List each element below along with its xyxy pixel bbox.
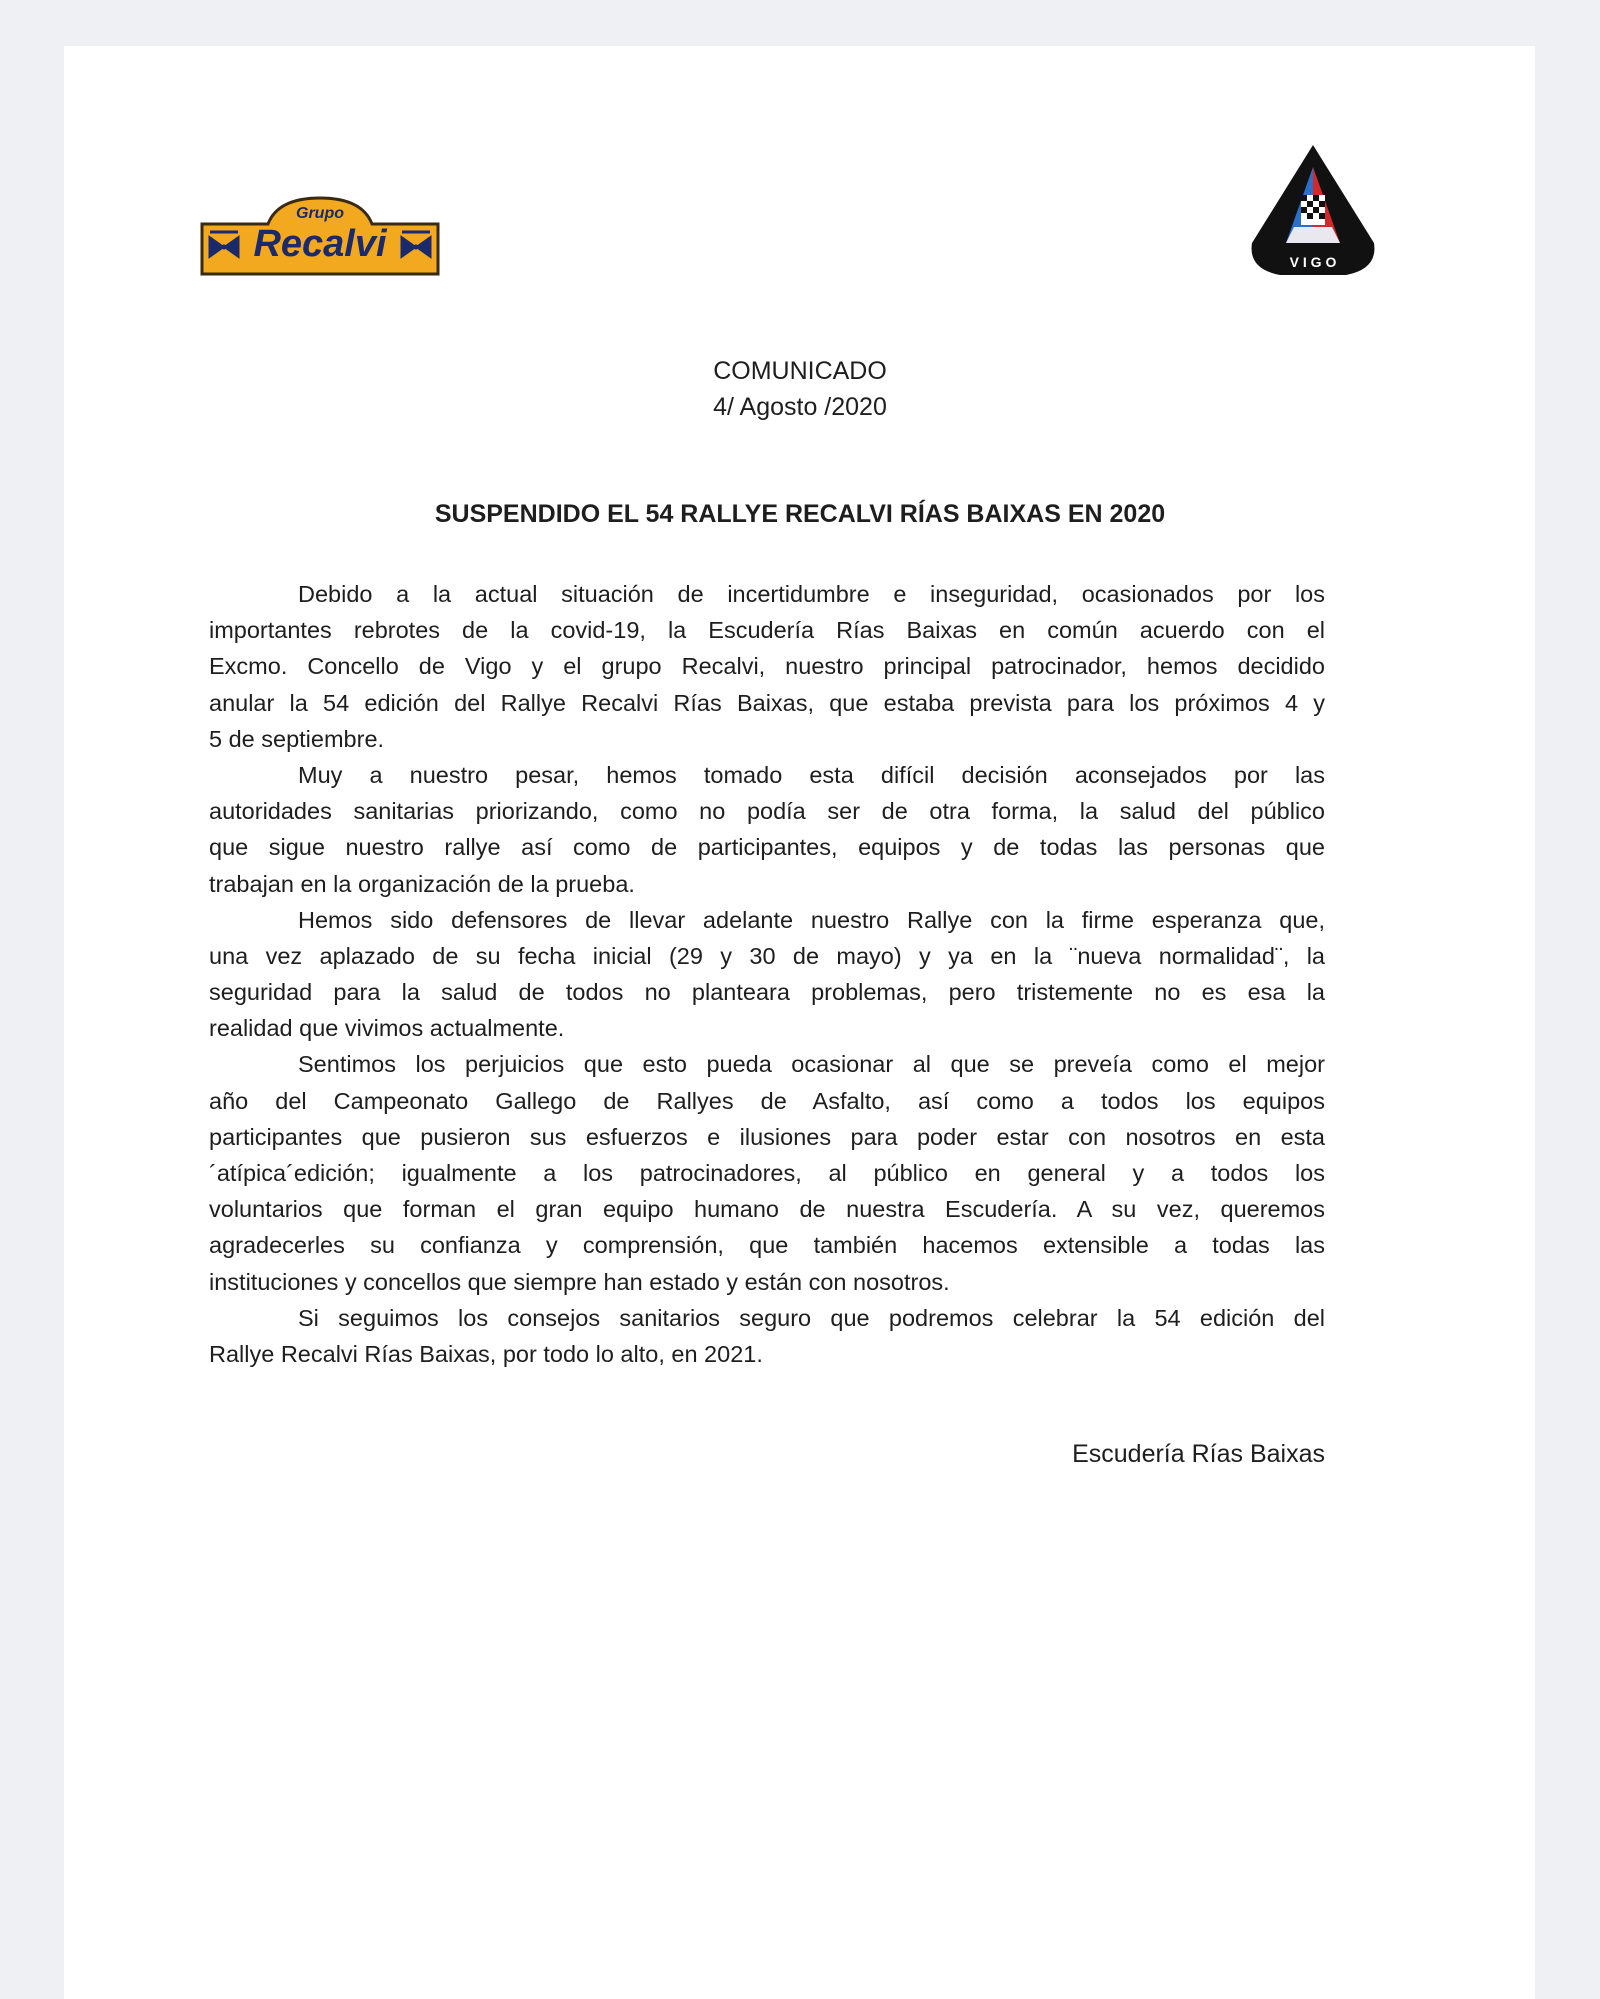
- text-line: importantes rebrotes de la covid-19, la Escudería Rías Baixas en común acuerdo con el: [209, 617, 1325, 644]
- paragraph: [209, 576, 1325, 757]
- text-line: Hemos sido defensores de llevar adelante nuestro Rallye con la firme esperanza que,: [298, 906, 1325, 933]
- text-line: Excmo. Concello de Vigo y el grupo Recalvi, nuestro principal patrocinador, hemos decidido: [209, 653, 1325, 680]
- text-line: Si seguimos los consejos sanitarios seguro que podremos celebrar la 54 edición del: [298, 1304, 1325, 1331]
- signature: Escudería Rías Baixas: [1072, 1440, 1325, 1468]
- text-line: Debido a la actual situación de incertidumbre e inseguridad, ocasionados por los: [298, 581, 1325, 607]
- text-line: Muy a nuestro pesar, hemos tomado esta difícil decisión aconsejados por las: [298, 761, 1325, 788]
- recalvi-logo: [198, 194, 442, 278]
- text-line: trabajan en la organización de la prueba.: [209, 870, 635, 897]
- text-line: realidad que vivimos actualmente.: [209, 1015, 565, 1042]
- communique-label: COMUNICADO: [713, 357, 887, 385]
- paragraph: [209, 1046, 1325, 1299]
- text-line: una vez aplazado de su fecha inicial (29 y 30 de mayo) y ya en la ¨nueva normalidad¨, la: [209, 942, 1325, 969]
- escuderia-logo: [1246, 143, 1380, 279]
- communique-date: 4/ Agosto /2020: [713, 393, 887, 421]
- text-line: año del Campeonato Gallego de Rallyes de Asfalto, así como a todos los equipos: [209, 1087, 1325, 1114]
- text-line: instituciones y concellos que siempre han estado y están con nosotros.: [209, 1268, 950, 1295]
- svg-text:Recalvi: Recalvi: [253, 223, 387, 265]
- text-line: Rallye Recalvi Rías Baixas, por todo lo alto, en 2021.: [209, 1340, 763, 1367]
- text-line: seguridad para la salud de todos no planteara problemas, pero tristemente no es esa la: [209, 979, 1325, 1006]
- document-body: [209, 576, 1325, 1372]
- text-line: autoridades sanitarias priorizando, como no podía ser de otra forma, la salud del público: [209, 798, 1325, 825]
- paragraph: [209, 757, 1325, 902]
- text-line: 5 de septiembre.: [209, 725, 385, 752]
- paragraph: [209, 902, 1325, 1047]
- paragraph: [209, 1300, 1325, 1372]
- text-line: ´atípica´edición; igualmente a los patrocinadores, al público en general y a todos los: [209, 1160, 1325, 1186]
- text-line: anular la 54 edición del Rallye Recalvi Rías Baixas, que estaba prevista para los próximos 4 y: [209, 689, 1325, 716]
- text-line: voluntarios que forman el gran equipo humano de nuestra Escudería. A su vez, queremos: [209, 1196, 1325, 1223]
- document-title: SUSPENDIDO EL 54 RALLYE RECALVI RÍAS BAIXAS EN 2020: [434, 500, 1166, 528]
- text-line: que sigue nuestro rallye así como de participantes, equipos y de todas las personas que: [209, 834, 1325, 861]
- svg-text:Grupo: Grupo: [296, 205, 344, 222]
- text-line: participantes que pusieron sus esfuerzos e ilusiones para poder estar con nosotros en esta: [209, 1123, 1325, 1150]
- text-line: agradecerles su confianza y comprensión, que también hacemos extensible a todas las: [209, 1232, 1325, 1259]
- text-line: Sentimos los perjuicios que esto pueda ocasionar al que se preveía como el mejor: [298, 1051, 1325, 1078]
- svg-text:V I G O: V I G O: [1289, 254, 1337, 270]
